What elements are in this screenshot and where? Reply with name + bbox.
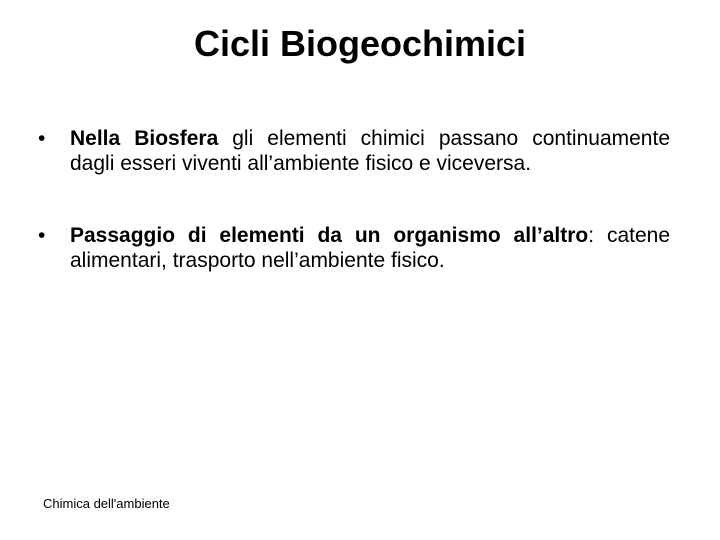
slide-footer: Chimica dell'ambiente (43, 496, 170, 511)
bullet-item (38, 126, 670, 176)
bullet-item (38, 223, 670, 273)
bullet-bold-term: Passaggio di elementi da un organismo all’altro (70, 224, 589, 247)
bullet-text (120, 127, 134, 150)
bullet-bold-term: Biosfera (134, 127, 219, 150)
slide-title: Cicli Biogeochimici (193, 23, 527, 64)
bullet-marker-icon: • (38, 127, 46, 150)
bullet-text: : catene alimentari, trasporto nell’ambiente fisico. (70, 224, 670, 272)
bullet-bold-term: Nella (70, 127, 121, 150)
bullet-list (38, 126, 670, 273)
bullet-text: gli elementi chimici passano continuamente dagli esseri viventi all’ambiente fisico e viceversa. (70, 127, 670, 175)
bullet-marker-icon: • (38, 224, 46, 247)
